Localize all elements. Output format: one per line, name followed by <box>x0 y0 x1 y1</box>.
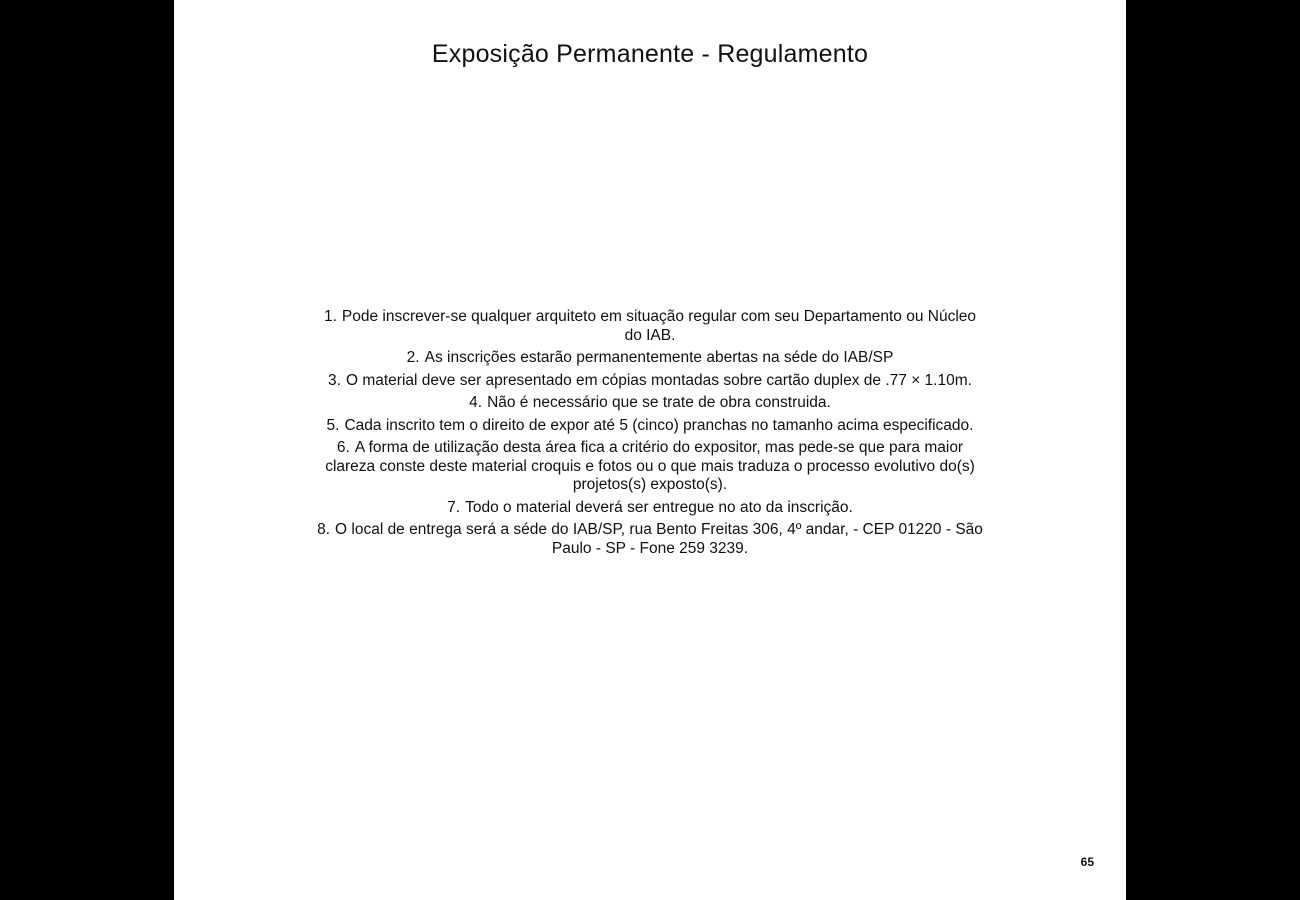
rule-number: 3. <box>328 371 341 389</box>
rule-number: 6. <box>336 439 350 456</box>
rule-text: Todo o material deverá ser entregue no ato da inscrição. <box>465 498 853 516</box>
rule-item-5 <box>314 417 986 436</box>
rule-item-6 <box>314 439 986 495</box>
rule-item-3 <box>314 372 986 391</box>
rule-number: 7. <box>447 498 461 516</box>
page-title: Exposição Permanente - Regulamento <box>431 40 869 68</box>
rules-list <box>314 308 986 562</box>
rule-item-7 <box>314 499 986 518</box>
rule-text: O material deve ser apresentado em cópias montadas sobre cartão duplex de .77 × 1.10m. <box>345 371 972 389</box>
rule-text: Cada inscrito tem o direito de expor até 5 (cinco) pranchas no tamanho acima especificado. <box>344 416 974 434</box>
rule-text: Pode inscrever-se qualquer arquiteto em situação regular com seu Departamento ou Núcleo do IAB. <box>341 308 977 344</box>
rule-number: 4. <box>469 394 483 411</box>
rule-item-8 <box>314 521 986 558</box>
rule-number: 1. <box>323 308 337 325</box>
rule-number: 8. <box>317 521 331 538</box>
rule-number: 5. <box>326 416 340 434</box>
document-page <box>174 0 1126 900</box>
rule-number: 2. <box>406 349 420 366</box>
rule-item-1 <box>314 308 986 345</box>
rule-text: As inscrições estarão permanentemente abertas na séde do IAB/SP <box>424 349 894 366</box>
rule-item-4 <box>314 394 986 413</box>
rule-text: A forma de utilização desta área fica a critério do expositor, mas pede-se que para maior clareza conste deste material croquis e fotos ou o que mais traduza o processo evolutivo do(s) projetos(s) exposto(s). <box>325 439 975 493</box>
rule-item-2 <box>314 349 986 368</box>
rule-text: O local de entrega será a séde do IAB/SP, rua Bento Freitas 306, 4º andar, - CEP 01220 - São Paulo - SP - Fone 259 3239. <box>335 521 983 557</box>
rule-text: Não é necessário que se trate de obra construida. <box>487 394 831 411</box>
page-number: 65 <box>1080 855 1094 869</box>
